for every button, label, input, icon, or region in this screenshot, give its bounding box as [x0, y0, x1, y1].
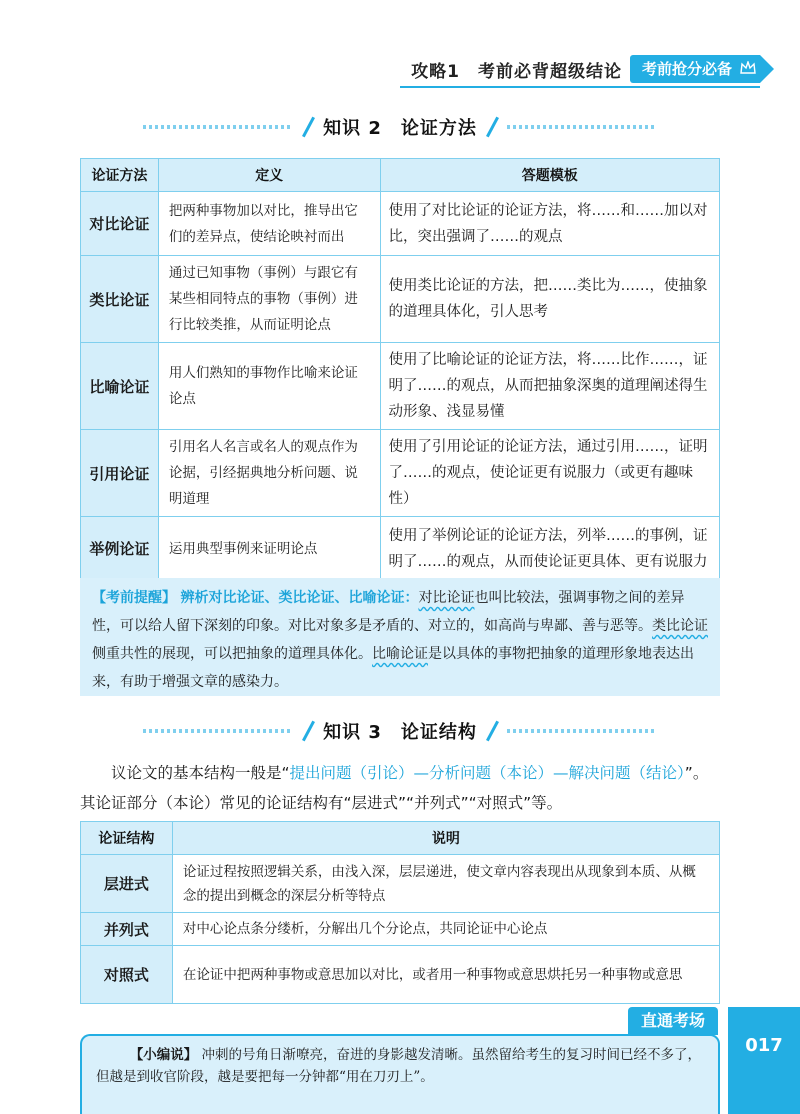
dotted-rule-left	[143, 729, 293, 733]
answer-template: 使用了举例论证的论证方法，列举……的事例，证明了……的观点，从而使论证更具体、更有说服力	[380, 517, 719, 581]
table-row	[81, 430, 720, 517]
answer-template: 使用了引用论证的论证方法，通过引用……，证明了……的观点，使论证更有说服力（或更有趣味性）	[380, 430, 719, 517]
structure-description: 论证过程按照逻辑关系，由浅入深，层层递进，使文章内容表现出从现象到本质、从概念的提出到概念的深层分析等特点	[172, 855, 719, 913]
table-header-row	[81, 822, 720, 855]
method-definition: 通过已知事物（事例）与跟它有某些相同特点的事物（事例）进行比较类推，从而证明论点	[158, 256, 380, 343]
table-row	[81, 855, 720, 913]
header-rule	[400, 86, 760, 88]
exam-tip-box	[80, 578, 720, 696]
method-definition: 引用名人名言或名人的观点作为论据，引经据典地分析问题、说明道理	[158, 430, 380, 517]
structure-description: 对中心论点条分缕析，分解出几个分论点，共同论证中心论点	[172, 913, 719, 946]
chapter-title: 攻略1 考前必背超级结论	[411, 61, 622, 82]
tip-text: 是以具体的事物把抽象的道理形象地表达出来，有助于增强文章的感染力。	[92, 646, 694, 690]
structure-highlight: 提出问题（引论）—分析问题（本论）—解决问题（结论）	[289, 764, 685, 782]
argument-structure-table	[80, 821, 720, 1004]
slash-decoration	[485, 118, 499, 136]
table-row	[81, 946, 720, 1004]
dotted-rule-right	[507, 125, 657, 129]
table-row	[81, 343, 720, 430]
dotted-rule-left	[143, 125, 293, 129]
crown-icon	[740, 61, 756, 75]
argument-methods-table	[80, 158, 720, 581]
table-row	[81, 192, 720, 256]
tip-text: 也叫比较法，强调事物之间的差异性，可以给人留下深刻的印象。对比对象多是矛盾的、对立的，如高尚与卑鄙、善与恶等。	[92, 590, 685, 634]
note-text: 冲刺的号角日渐嘹亮，奋进的身影越发清晰。虽然留给考生的复习时间已经不多了，但越是到收官阶段，越是要把每一分钟都“用在刀刃上”。	[96, 1047, 702, 1085]
intro-text: 议论文的基本结构一般是“	[111, 764, 290, 782]
column-header: 答题模板	[380, 159, 719, 192]
slash-decoration	[485, 722, 499, 740]
tip-text: 侧重共性的展现，可以把抽象的道理具体化。	[92, 646, 372, 662]
column-header: 说明	[172, 822, 719, 855]
section-heading-2	[0, 112, 800, 142]
method-name: 举例论证	[81, 517, 159, 581]
column-header: 论证结构	[81, 822, 173, 855]
table-row	[81, 517, 720, 581]
method-name: 类比论证	[81, 256, 159, 343]
structure-description: 在论证中把两种事物或意思加以对比，或者用一种事物或意思烘托另一种事物或意思	[172, 946, 719, 1004]
method-name: 引用论证	[81, 430, 159, 517]
table-row	[81, 256, 720, 343]
page-header	[411, 52, 760, 86]
slash-decoration	[301, 722, 315, 740]
tip-lead: 辨析对比论证、类比论证、比喻论证：	[180, 590, 419, 606]
answer-template: 使用了对比论证的论证方法，将……和……加以对比，突出强调了……的观点	[380, 192, 719, 256]
method-definition: 把两种事物加以对比，推导出它们的差异点，使结论映衬而出	[158, 192, 380, 256]
structure-name: 层进式	[81, 855, 173, 913]
slash-decoration	[301, 118, 315, 136]
dotted-rule-right	[507, 729, 657, 733]
column-header: 定义	[158, 159, 380, 192]
section-heading-3	[0, 716, 800, 746]
page-number: 017	[728, 1007, 800, 1114]
table-header-row	[81, 159, 720, 192]
note-label: 【小编说】	[129, 1047, 198, 1063]
intro-paragraph	[80, 758, 720, 818]
header-badge	[630, 55, 760, 83]
intro-text: ”。其论证部分（本论）常见的论证结构有“层进式”“并列式”“对照式”等。	[80, 764, 709, 812]
header-badge-label: 考前抢分必备	[641, 60, 732, 78]
answer-template: 使用了比喻论证的论证方法，将……比作……，证明了……的观点，从而把抽象深奥的道理阐述得生动形象、浅显易懂	[380, 343, 719, 430]
method-name: 比喻论证	[81, 343, 159, 430]
method-definition: 用人们熟知的事物作比喻来论证论点	[158, 343, 380, 430]
tip-tag: 【考前提醒】	[92, 590, 176, 606]
method-definition: 运用典型事例来证明论点	[158, 517, 380, 581]
answer-template: 使用类比论证的方法，把……类比为……，使抽象的道理具体化，引人思考	[380, 256, 719, 343]
table-row	[81, 913, 720, 946]
term-analogy: 类比论证	[652, 618, 708, 634]
method-name: 对比论证	[81, 192, 159, 256]
term-contrast: 对比论证	[418, 590, 475, 606]
column-header: 论证方法	[81, 159, 159, 192]
structure-name: 并列式	[81, 913, 173, 946]
term-metaphor: 比喻论证	[372, 646, 428, 662]
structure-name: 对照式	[81, 946, 173, 1004]
section-title: 知识 3 论证结构	[323, 722, 477, 743]
exam-direct-tag: 直通考场	[628, 1007, 718, 1035]
section-title: 知识 2 论证方法	[323, 118, 477, 139]
editor-note-box	[80, 1034, 720, 1114]
